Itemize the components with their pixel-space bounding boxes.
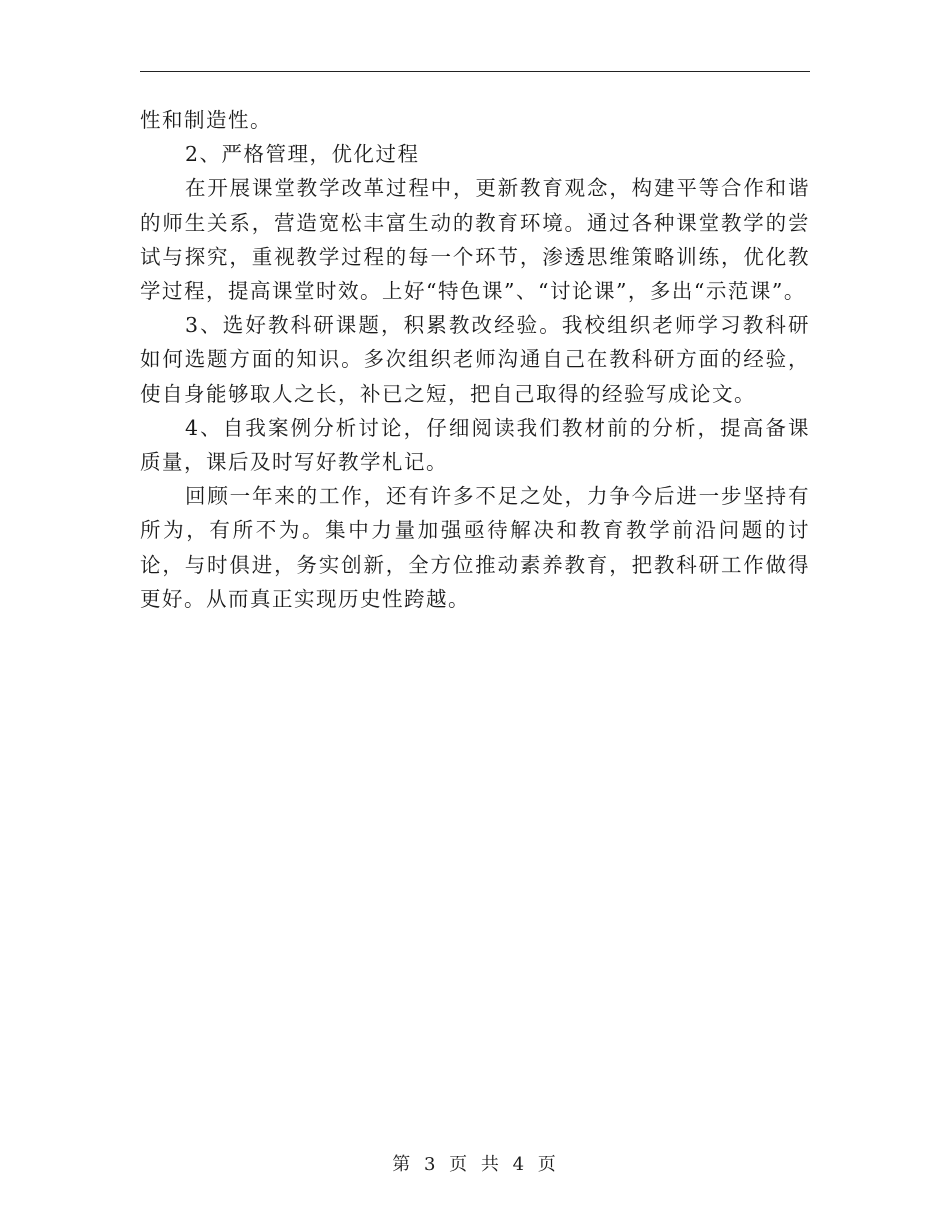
header-rule (140, 71, 810, 72)
paragraph-research-topics: 3、选好教科研课题，积累教改经验。我校组织老师学习教科研如何选题方面的知识。多次组织老师沟通自己在教科研方面的经验，使自身能够取人之长，补已之短，把自己取得的经验写成论文。 (140, 313, 810, 406)
section-heading-strict-management: 2、严格管理，优化过程 (185, 142, 420, 167)
page-number-footer: 第 3 页 共 4 页 (392, 1154, 558, 1175)
document-body (140, 103, 810, 616)
paragraph-continuation: 性和制造性。 (140, 108, 272, 132)
paragraph-classroom-reform: 在开展课堂教学改革过程中，更新教育观念，构建平等合作和谐的师生关系，营造宽松丰富生动的教育环境。通过各种课堂教学的尝试与探究，重视教学过程的每一个环节，渗透思维策略训练，优化教学过程，提高课堂时效。上好“特色课”、“讨论课”，多出“示范课”。 (140, 176, 810, 304)
paragraph-case-analysis: 4、自我案例分析讨论，仔细阅读我们教材前的分析，提高备课质量，课后及时写好教学札记。 (140, 415, 810, 475)
paragraph-review: 回顾一年来的工作，还有许多不足之处，力争今后进一步坚持有所为，有所不为。集中力量加强亟待解决和教育教学前沿问题的讨论，与时俱进，务实创新，全方位推动素养教育，把教科研工作做得更好。从而真正实现历史性跨越。 (140, 484, 810, 611)
